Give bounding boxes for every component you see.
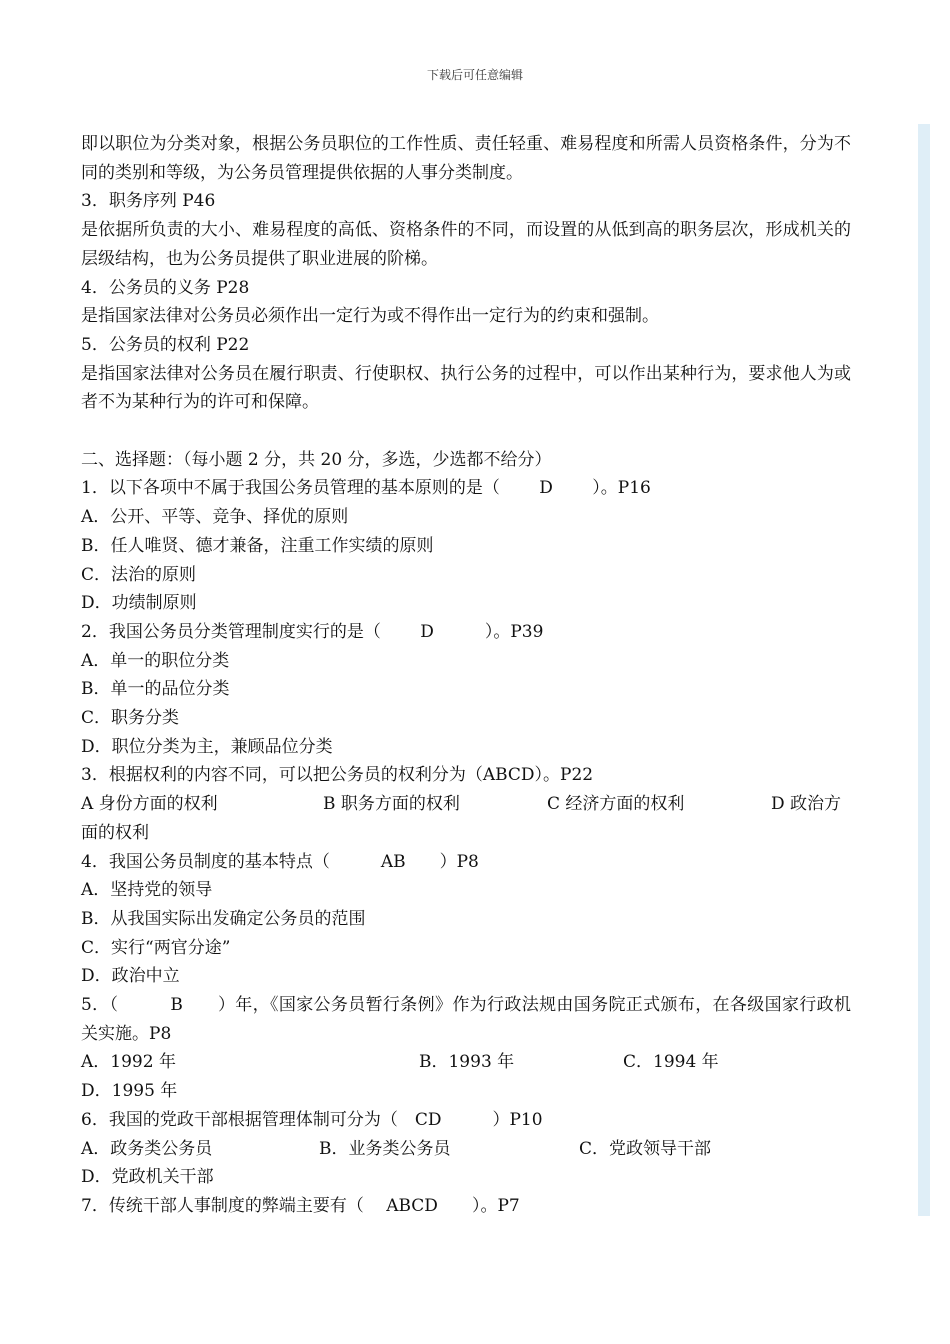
question-option: D．党政机关干部: [81, 1167, 214, 1188]
question-option: B．单一的品位分类: [81, 679, 230, 700]
question-option: C．党政领导干部: [579, 1138, 712, 1159]
question-stem: 6．我国的党政干部根据管理体制可分为（ CD ）P10: [81, 1109, 543, 1130]
question-option: B．任人唯贤、德才兼备，注重工作实绩的原则: [81, 535, 434, 556]
question-stem: 2．我国公务员分类管理制度实行的是（ D ）。P39: [81, 621, 544, 642]
document-body: [81, 130, 851, 1221]
question-option-row: [81, 790, 851, 819]
question-option: A．政务类公务员: [81, 1138, 213, 1159]
question-stem: 4．我国公务员制度的基本特点（ AB ）P8: [81, 851, 479, 872]
page-header: 下载后可任意编辑: [426, 68, 523, 82]
question-option: D．功绩制原则: [81, 593, 197, 614]
definition-heading: 3．职务序列 P46: [81, 191, 216, 212]
question-option: A．坚持党的领导: [81, 880, 213, 901]
question-option: D．职位分类为主，兼顾品位分类: [81, 736, 333, 757]
question-option: D．1995 年: [81, 1081, 178, 1102]
question-option: C．实行“两官分途”: [81, 937, 231, 958]
definition-body: 即以职位为分类对象，根据公务员职位的工作性质、责任轻重、难易程度和所需人员资格条件，分为不同的类别和等级，为公务员管理提供依据的人事分类制度。: [81, 134, 851, 183]
question-option-row: [81, 1135, 851, 1164]
question-option: C．职务分类: [81, 708, 180, 729]
definition-body: 是指国家法律对公务员在履行职责、行使职权、执行公务的过程中，可以作出某种行为，要求他人为或者不为某种行为的许可和保障。: [81, 363, 851, 413]
question-option: A．1992 年: [81, 1052, 176, 1073]
definition-body: 是指国家法律对公务员必须作出一定行为或不得作出一定行为的约束和强制。: [81, 306, 659, 327]
question-option: D．政治中立: [81, 966, 180, 987]
blank-line: [81, 417, 851, 446]
question-option: B．业务类公务员: [319, 1138, 451, 1159]
question-option: A 身份方面的权利: [81, 794, 218, 815]
question-option: A．单一的职位分类: [81, 650, 230, 671]
section-title: 二、选择题：（每小题 2 分，共 20 分，多选，少选都不给分）: [81, 449, 552, 470]
question-option: A．公开、平等、竞争、择优的原则: [81, 507, 349, 528]
question-option: C 经济方面的权利: [547, 794, 685, 815]
question-option: C．法治的原则: [81, 564, 197, 585]
question-option-continued: 面的权利: [81, 822, 149, 843]
definition-heading: 5．公务员的权利 P22: [81, 334, 250, 355]
question-option: B．1993 年: [419, 1052, 515, 1073]
question-stem: 5．（ B ）年，《国家公务员暂行条例》作为行政法规由国务院正式颁布，在各级国家行政机关实施。P8: [81, 995, 851, 1044]
question-stem: 3．根据权利的内容不同，可以把公务员的权利分为（ABCD）。P22: [81, 765, 594, 786]
question-option-row: [81, 1048, 851, 1077]
definition-body: 是依据所负责的大小、难易程度的高低、资格条件的不同，而设置的从低到高的职务层次，形成机关的层级结构，也为公务员提供了职业进展的阶梯。: [81, 220, 851, 269]
question-stem: 7．传统干部人事制度的弊端主要有（ ABCD ）。P7: [81, 1196, 520, 1216]
question-option: B．从我国实际出发确定公务员的范围: [81, 908, 366, 929]
side-scroll-strip: [918, 124, 930, 1216]
question-option: B 职务方面的权利: [323, 794, 460, 815]
question-stem: 1．以下各项中不属于我国公务员管理的基本原则的是（ D ）。P16: [81, 478, 651, 499]
question-option: C．1994 年: [623, 1052, 719, 1073]
definition-heading: 4．公务员的义务 P28: [81, 277, 250, 298]
question-option: D 政治方: [771, 794, 842, 815]
